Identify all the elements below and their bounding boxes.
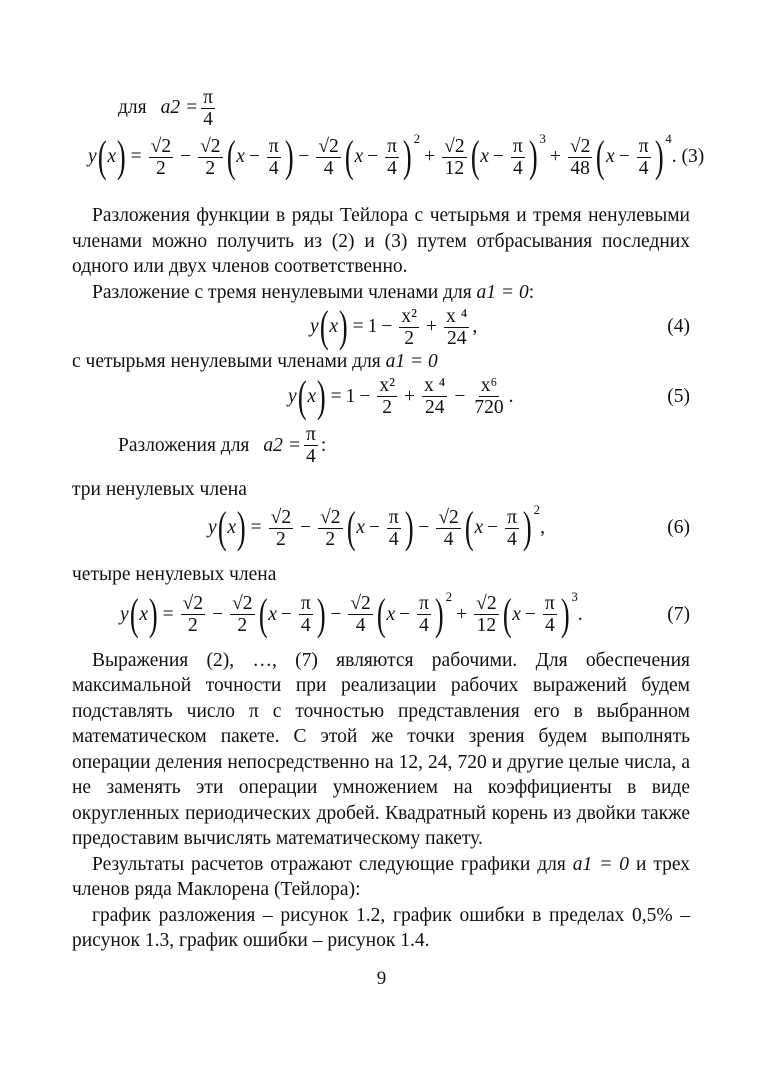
fraction <box>637 136 651 179</box>
text: 1 <box>367 316 378 337</box>
fraction <box>318 507 342 550</box>
denominator: 4 <box>512 157 523 179</box>
fraction <box>511 136 525 179</box>
line-four-terms <box>72 349 690 375</box>
parenthesis: ( <box>217 503 227 552</box>
exponent: 2 <box>413 131 421 146</box>
fraction <box>422 375 447 418</box>
parenthesis: ) <box>316 371 326 421</box>
denominator: 4 <box>306 446 316 467</box>
operator: − <box>418 517 430 538</box>
variable: y <box>310 316 319 337</box>
parenthesis: ( <box>226 132 236 181</box>
intro-a2-second <box>118 423 690 469</box>
page-number: 9 <box>376 967 387 989</box>
denominator: 4 <box>300 615 311 636</box>
parenthesis: ( <box>502 589 512 639</box>
denominator: 2 <box>325 528 336 550</box>
paragraph-1: Разложения функции в ряды Тейлора с четырьмя и тремя ненулевыми членами можно получить из (2) и (3) путем отбрасывания последних одного или двух членов соответственно. <box>72 205 690 277</box>
numerator: √2 <box>569 135 591 157</box>
denominator: 2 <box>382 397 393 418</box>
fraction <box>269 507 293 550</box>
denominator: 4 <box>443 528 454 550</box>
intro-label: для <box>118 97 147 118</box>
parenthesis: ) <box>654 132 664 181</box>
fraction <box>316 136 340 179</box>
text: 1 <box>345 385 356 407</box>
parenthesis: ) <box>402 132 412 181</box>
text: , <box>540 517 546 538</box>
equation-3 <box>88 131 705 182</box>
denominator: 4 <box>419 615 429 636</box>
denominator: 2 <box>237 615 248 636</box>
numerator: π <box>419 593 429 614</box>
numerator: √2 <box>270 506 292 528</box>
operator: − <box>492 146 504 167</box>
intro-var: a2 = <box>263 434 301 456</box>
parenthesis: ) <box>528 132 538 181</box>
equation-body <box>120 588 583 639</box>
a1-expression: a1 = 0 <box>385 351 438 372</box>
variable: x <box>307 385 316 407</box>
numerator: x ⁴ <box>423 375 446 396</box>
fraction <box>568 136 592 179</box>
operator: + <box>403 385 415 407</box>
fraction <box>377 375 397 418</box>
parenthesis: ( <box>464 503 474 552</box>
parenthesis: ) <box>284 132 294 181</box>
equation-body <box>288 371 514 421</box>
numerator: x⁶ <box>480 375 498 396</box>
variable: x <box>386 603 396 625</box>
exponent: 2 <box>533 502 541 517</box>
fraction <box>543 593 557 636</box>
numerator: √2 <box>438 506 459 528</box>
fraction <box>417 593 431 636</box>
variable: x <box>227 517 236 538</box>
operator: − <box>368 517 380 538</box>
operator: − <box>330 603 342 625</box>
intro-var: a2 = <box>160 97 199 118</box>
operator: − <box>367 146 379 167</box>
numerator: √2 <box>350 593 371 614</box>
operator: − <box>381 316 393 337</box>
denominator: 4 <box>638 157 649 179</box>
fraction <box>472 375 505 418</box>
equation-6 <box>72 502 690 554</box>
numerator: √2 <box>318 135 339 157</box>
intro-a2 <box>118 86 690 130</box>
denominator: 2 <box>187 615 198 636</box>
numerator: √2 <box>232 593 253 614</box>
paragraph-3 <box>72 852 690 903</box>
operator: = <box>130 146 142 167</box>
text: . (3) <box>671 146 705 167</box>
parenthesis: ) <box>404 503 414 552</box>
operator: − <box>454 385 466 407</box>
numerator: π <box>507 506 517 528</box>
numerator: π <box>387 135 397 157</box>
fraction <box>230 593 254 636</box>
variable: y <box>288 385 297 407</box>
operator: − <box>212 603 224 625</box>
denominator: 4 <box>544 615 555 636</box>
operator: − <box>280 603 292 625</box>
colon: : <box>320 434 327 456</box>
operator: = <box>162 603 174 625</box>
numerator: π <box>268 135 279 157</box>
operator: − <box>298 146 310 167</box>
denominator: 2 <box>404 327 415 349</box>
numerator: √2 <box>150 135 172 157</box>
parenthesis: ) <box>560 589 570 639</box>
parenthesis: ) <box>434 589 444 639</box>
numerator: √2 <box>320 506 341 528</box>
parenthesis: ( <box>596 132 606 181</box>
fraction <box>304 424 318 467</box>
numerator: π <box>300 593 311 614</box>
parenthesis: ( <box>258 589 268 639</box>
equation-body <box>310 302 478 351</box>
exponent: 3 <box>571 588 578 604</box>
variable: x <box>356 517 365 538</box>
denominator: 4 <box>355 615 366 636</box>
text: с четырьмя ненулевыми членами для <box>72 351 386 372</box>
operator: = <box>352 316 364 337</box>
exponent: 4 <box>665 131 672 146</box>
text: , <box>472 316 478 337</box>
denominator: 48 <box>570 157 590 179</box>
paragraph-4: график разложения – рисунок 1.2, график ошибки в пределах 0,5% – рисунок 1.3, график ошибки – рисунок 1.4. <box>72 904 690 951</box>
parenthesis: ( <box>297 371 307 421</box>
variable: y <box>88 146 97 167</box>
operator: − <box>487 517 499 538</box>
numerator: π <box>388 506 399 528</box>
fraction <box>474 593 498 636</box>
denominator: 12 <box>444 157 465 179</box>
operator: − <box>180 146 192 167</box>
intro-label: Разложения для <box>118 434 250 456</box>
exponent: 3 <box>539 131 546 146</box>
fraction <box>442 136 466 179</box>
numerator: x ⁴ <box>445 305 468 327</box>
operator: = <box>250 517 262 538</box>
variable: x <box>480 146 489 167</box>
parenthesis: ) <box>338 302 348 351</box>
parenthesis: ( <box>97 132 107 181</box>
variable: y <box>208 517 217 538</box>
denominator: 24 <box>446 327 467 349</box>
text: Разложение с тремя ненулевыми членами для <box>92 281 477 303</box>
parenthesis: ( <box>319 302 329 351</box>
denominator: 2 <box>155 157 166 179</box>
fraction <box>399 306 419 349</box>
variable: x <box>139 603 148 625</box>
variable: x <box>606 146 615 167</box>
denominator: 4 <box>388 528 399 550</box>
operator: = <box>330 385 342 407</box>
line-four-nonzero: четыре ненулевых члена <box>72 564 277 585</box>
equation-number: (6) <box>667 517 690 538</box>
parenthesis: ) <box>148 589 158 639</box>
operator: − <box>618 146 630 167</box>
denominator: 4 <box>507 528 517 550</box>
operator: + <box>425 316 437 337</box>
text: . <box>508 385 514 407</box>
operator: − <box>399 603 411 625</box>
fraction <box>385 136 399 179</box>
operator: − <box>300 517 312 538</box>
text: . <box>577 603 583 625</box>
denominator: 12 <box>476 615 497 636</box>
parenthesis: ( <box>344 132 354 181</box>
parenthesis: ) <box>236 503 246 552</box>
paragraph-2: Выражения (2), …, (7) являются рабочими. Для обеспечения максимальной точности при реализации рабочих выражений будем подставлять число π с точностью представления его в выбранном математическом пакете. С этой же точки зрения будем выполнять операции деления непосредственно на 12, 24, 720 и другие целые числа, а не заменять эти операции умножением на коэффициенты в виде округленных периодических дробей. Квадратный корень из двойки также предоставим вычислять математическому пакету. <box>72 649 690 849</box>
equation-4 <box>72 302 690 351</box>
equation-7 <box>72 588 690 642</box>
text-column <box>72 0 705 954</box>
denominator: 720 <box>474 397 504 418</box>
variable: x <box>474 517 484 538</box>
variable: y <box>120 603 129 625</box>
fraction <box>267 136 281 179</box>
numerator: π <box>305 424 316 445</box>
equation-body <box>208 502 546 552</box>
parenthesis: ( <box>129 589 139 639</box>
equation-number: (4) <box>667 316 690 337</box>
parenthesis: ( <box>376 589 386 639</box>
operator: + <box>424 146 436 167</box>
fraction <box>299 593 313 636</box>
variable: x <box>107 146 116 167</box>
fraction <box>201 87 215 130</box>
line-three-nonzero: три ненулевых члена <box>72 478 247 500</box>
parenthesis: ( <box>470 132 480 181</box>
numerator: x² <box>401 305 417 327</box>
denominator: 24 <box>424 397 445 418</box>
fraction <box>348 593 372 636</box>
colon: : <box>528 281 535 303</box>
operator: − <box>359 385 371 407</box>
numerator: π <box>512 135 523 157</box>
text: Результаты расчетов отражают следующие графики для <box>92 853 573 875</box>
numerator: √2 <box>182 593 204 614</box>
operator: − <box>248 146 260 167</box>
numerator: √2 <box>476 593 497 614</box>
denominator: 4 <box>323 157 334 179</box>
fraction <box>444 306 469 349</box>
equation-number: (5) <box>667 385 690 407</box>
a1-expression: a1 = 0 <box>572 853 630 875</box>
equation-5 <box>72 371 690 421</box>
parenthesis: ) <box>116 132 126 181</box>
equation-number: (7) <box>667 603 690 625</box>
operator: + <box>549 146 561 167</box>
fraction <box>198 136 222 179</box>
variable: x <box>236 146 245 167</box>
denominator: 2 <box>205 157 216 179</box>
denominator: 4 <box>268 157 279 179</box>
equation-body <box>88 131 705 181</box>
numerator: π <box>638 135 649 157</box>
operator: − <box>524 603 536 625</box>
numerator: √2 <box>444 135 465 157</box>
fraction <box>387 507 401 550</box>
a1-expression: a1 = 0 <box>476 281 529 303</box>
numerator: √2 <box>200 135 221 157</box>
denominator: 4 <box>387 157 397 179</box>
fraction <box>149 136 173 179</box>
numerator: x² <box>379 375 395 396</box>
variable: x <box>512 603 521 625</box>
variable: x <box>329 316 338 337</box>
operator: + <box>456 603 468 625</box>
fraction <box>436 507 460 550</box>
numerator: π <box>203 86 214 108</box>
parenthesis: ( <box>346 503 356 552</box>
fraction <box>505 507 519 550</box>
numerator: π <box>544 593 555 614</box>
fraction <box>181 593 205 636</box>
text: и трех членов ряда Маклорена (Тейлора): <box>72 853 690 900</box>
exponent: 2 <box>445 588 453 604</box>
parenthesis: ) <box>316 589 326 639</box>
variable: x <box>268 603 277 625</box>
denominator: 2 <box>275 528 286 550</box>
line-three-terms <box>72 280 690 306</box>
variable: x <box>354 146 364 167</box>
denominator: 4 <box>203 108 213 130</box>
parenthesis: ) <box>522 503 532 552</box>
